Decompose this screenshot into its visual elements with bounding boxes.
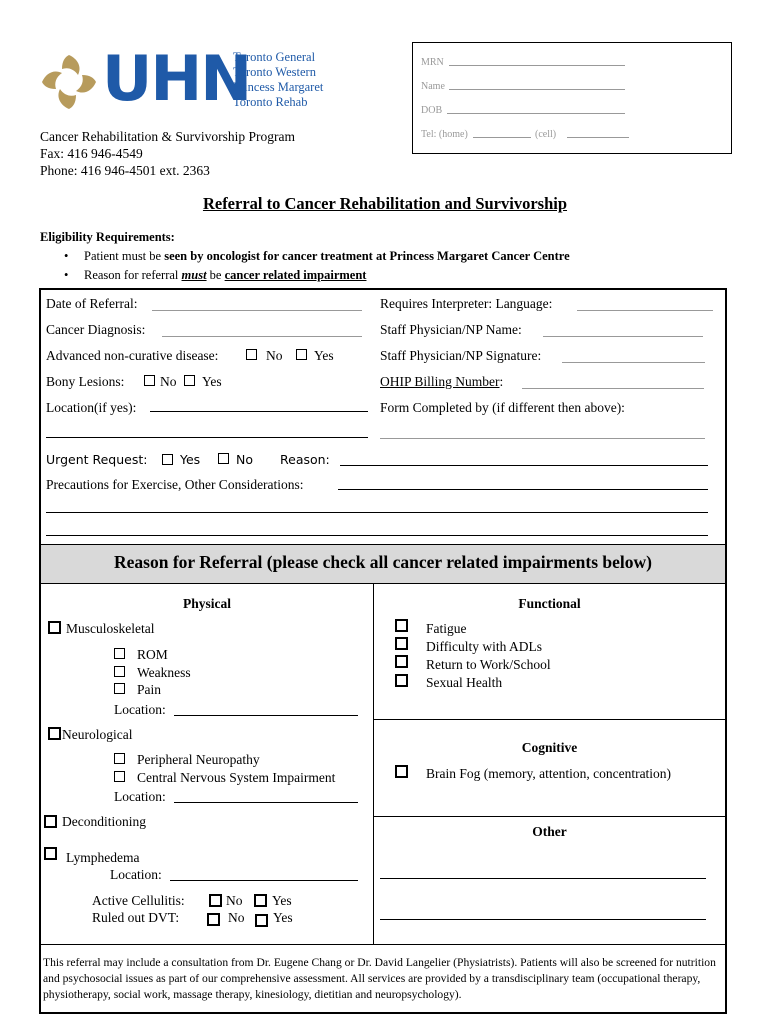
mrn-field[interactable] [449, 65, 625, 66]
interpreter-label: Requires Interpreter: Language: [380, 296, 553, 311]
bony-lesions-label: Bony Lesions: [46, 374, 125, 389]
hospital-name: Toronto Western [233, 65, 316, 79]
cellulitis-no-checkbox[interactable] [209, 894, 222, 907]
interpreter-language-field[interactable] [577, 310, 713, 311]
reason-header: Reason for Referral (please check all cancer related impairments below) [114, 552, 652, 572]
peripheral-neuropathy-label: Peripheral Neuropathy [137, 752, 260, 767]
pain-checkbox[interactable] [114, 683, 125, 694]
bony-yes-checkbox[interactable] [184, 375, 195, 386]
program-phone: Phone: 416 946-4501 ext. 2363 [40, 163, 210, 178]
hospital-list [233, 50, 323, 110]
staff-signature-label: Staff Physician/NP Signature: [380, 348, 542, 363]
staff-name-field[interactable] [543, 336, 703, 337]
location-if-yes-field-2[interactable] [46, 437, 368, 438]
deconditioning-label: Deconditioning [62, 814, 146, 829]
program-info [40, 128, 295, 179]
bullet-icon: • [64, 249, 69, 263]
page-title: Referral to Cancer Rehabilitation and Survivorship [202, 194, 568, 213]
cellulitis-yes-label: Yes [272, 893, 292, 908]
program-fax: Fax: 416 946-4549 [40, 146, 143, 161]
urgent-no-checkbox[interactable] [218, 453, 229, 464]
column-divider [373, 584, 374, 944]
name-field[interactable] [449, 89, 625, 90]
urgent-no-label: No [236, 452, 253, 467]
deconditioning-checkbox[interactable] [44, 815, 57, 828]
footer-rule [41, 944, 725, 945]
weakness-label: Weakness [137, 665, 191, 680]
other-field-2[interactable] [380, 919, 706, 920]
cellulitis-label: Active Cellulitis: [92, 893, 185, 908]
msk-location-field[interactable] [174, 715, 358, 716]
advanced-yes-label: Yes [314, 348, 334, 363]
bony-no-checkbox[interactable] [144, 375, 155, 386]
cognitive-other-rule [373, 816, 725, 817]
msk-location-label: Location: [114, 702, 166, 717]
bony-no-label: No [160, 374, 177, 389]
musculoskeletal-label: Musculoskeletal [66, 621, 155, 636]
advanced-yes-checkbox[interactable] [296, 349, 307, 360]
location-if-yes-field[interactable] [150, 411, 368, 412]
tel-home-label: Tel: (home) [421, 129, 468, 140]
staff-name-label: Staff Physician/NP Name: [380, 322, 522, 337]
date-of-referral-label: Date of Referral: [46, 296, 138, 311]
lymph-location-label: Location: [110, 867, 162, 882]
return-to-work-checkbox[interactable] [395, 655, 408, 668]
sexual-health-checkbox[interactable] [395, 674, 408, 687]
adls-label: Difficulty with ADLs [426, 639, 542, 654]
hospital-name: Toronto General [233, 50, 316, 64]
pain-label: Pain [137, 682, 162, 697]
neuro-location-field[interactable] [174, 802, 358, 803]
tel-cell-field[interactable] [567, 137, 629, 138]
brain-fog-checkbox[interactable] [395, 765, 408, 778]
precautions-field-3[interactable] [46, 535, 708, 536]
functional-cognitive-rule [373, 719, 725, 720]
fatigue-checkbox[interactable] [395, 619, 408, 632]
tel-home-field[interactable] [473, 137, 531, 138]
date-of-referral-field[interactable] [152, 310, 362, 311]
rom-checkbox[interactable] [114, 648, 125, 659]
mrn-label: MRN [421, 57, 444, 68]
dvt-yes-checkbox[interactable] [255, 914, 268, 927]
dvt-yes-label: Yes [273, 910, 293, 925]
brain-fog-label: Brain Fog (memory, attention, concentration) [426, 766, 672, 781]
urgent-yes-checkbox[interactable] [162, 454, 173, 465]
bony-yes-label: Yes [202, 374, 222, 389]
dob-field[interactable] [447, 113, 625, 114]
other-heading: Other [532, 824, 567, 839]
lymphedema-label: Lymphedema [66, 850, 140, 865]
advanced-no-label: No [266, 348, 283, 363]
cancer-diagnosis-field[interactable] [162, 336, 362, 337]
ohip-label: OHIP Billing Number [380, 374, 500, 389]
musculoskeletal-checkbox[interactable] [48, 621, 61, 634]
eligibility-item: • Reason for referral must be cancer related impairment [64, 268, 367, 282]
rom-label: ROM [137, 647, 168, 662]
adls-checkbox[interactable] [395, 637, 408, 650]
location-if-yes-label: Location(if yes): [46, 400, 137, 415]
functional-heading: Functional [518, 596, 581, 611]
footer-note: This referral may include a consultation from Dr. Eugene Chang or Dr. David Langelier (Physiatrists). Patients will also be screened for nutrition and psychosocial issues as part of our comprehensive assessment. All services are provided by a transdisciplinary team (occupational therapy, physiotherapy, social work, massage therapy, kinesiology, dietitian and neuropsychology). [43, 956, 716, 1001]
patient-label-box [412, 42, 732, 154]
dvt-label: Ruled out DVT: [92, 910, 180, 925]
eligibility-item: • Patient must be seen by oncologist for cancer treatment at Princess Margaret Cancer Centre [64, 249, 570, 263]
return-to-work-label: Return to Work/School [426, 657, 551, 672]
uhn-swirl-icon [38, 51, 100, 113]
dob-label: DOB [421, 105, 443, 116]
tel-cell-label: (cell) [535, 129, 557, 140]
precautions-field-2[interactable] [46, 512, 708, 513]
cognitive-heading: Cognitive [521, 740, 578, 755]
cns-checkbox[interactable] [114, 771, 125, 782]
neurological-label: Neurological [62, 727, 133, 742]
urgent-label: Urgent Request: [46, 452, 148, 467]
uhn-wordmark: UHN [102, 42, 251, 115]
dvt-no-label: No [228, 910, 245, 925]
precautions-field[interactable] [338, 489, 708, 490]
name-label: Name [421, 81, 445, 92]
ohip-field[interactable] [522, 388, 704, 389]
eligibility-heading: Eligibility Requirements: [40, 230, 175, 244]
fatigue-label: Fatigue [426, 621, 467, 636]
advanced-no-checkbox[interactable] [246, 349, 257, 360]
sexual-health-label: Sexual Health [426, 675, 503, 690]
cns-label: Central Nervous System Impairment [137, 770, 336, 785]
urgent-yes-label: Yes [180, 452, 201, 467]
completed-by-field[interactable] [380, 438, 705, 439]
staff-signature-field[interactable] [562, 362, 705, 363]
cancer-diagnosis-label: Cancer Diagnosis: [46, 322, 146, 337]
program-name: Cancer Rehabilitation & Survivorship Program [40, 129, 295, 144]
physical-heading: Physical [182, 596, 231, 611]
precautions-label: Precautions for Exercise, Other Considerations: [46, 477, 304, 492]
neurological-checkbox[interactable] [48, 727, 61, 740]
bullet-icon: • [64, 268, 69, 282]
uhn-logo [38, 42, 338, 115]
cellulitis-yes-checkbox[interactable] [254, 894, 267, 907]
advanced-disease-label: Advanced non-curative disease: [46, 348, 219, 363]
urgent-reason-field[interactable] [340, 465, 708, 466]
hospital-name: Princess Margaret [233, 80, 324, 94]
other-field-1[interactable] [380, 878, 706, 879]
cellulitis-no-label: No [226, 893, 243, 908]
completed-by-label: Form Completed by (if different then above): [380, 400, 625, 415]
lymph-location-field[interactable] [170, 880, 358, 881]
hospital-name: Toronto Rehab [233, 95, 308, 109]
dvt-no-checkbox[interactable] [207, 913, 220, 926]
lymphedema-checkbox[interactable] [44, 847, 57, 860]
peripheral-neuropathy-checkbox[interactable] [114, 753, 125, 764]
weakness-checkbox[interactable] [114, 666, 125, 677]
neuro-location-label: Location: [114, 789, 166, 804]
urgent-reason-label: Reason: [280, 452, 330, 467]
